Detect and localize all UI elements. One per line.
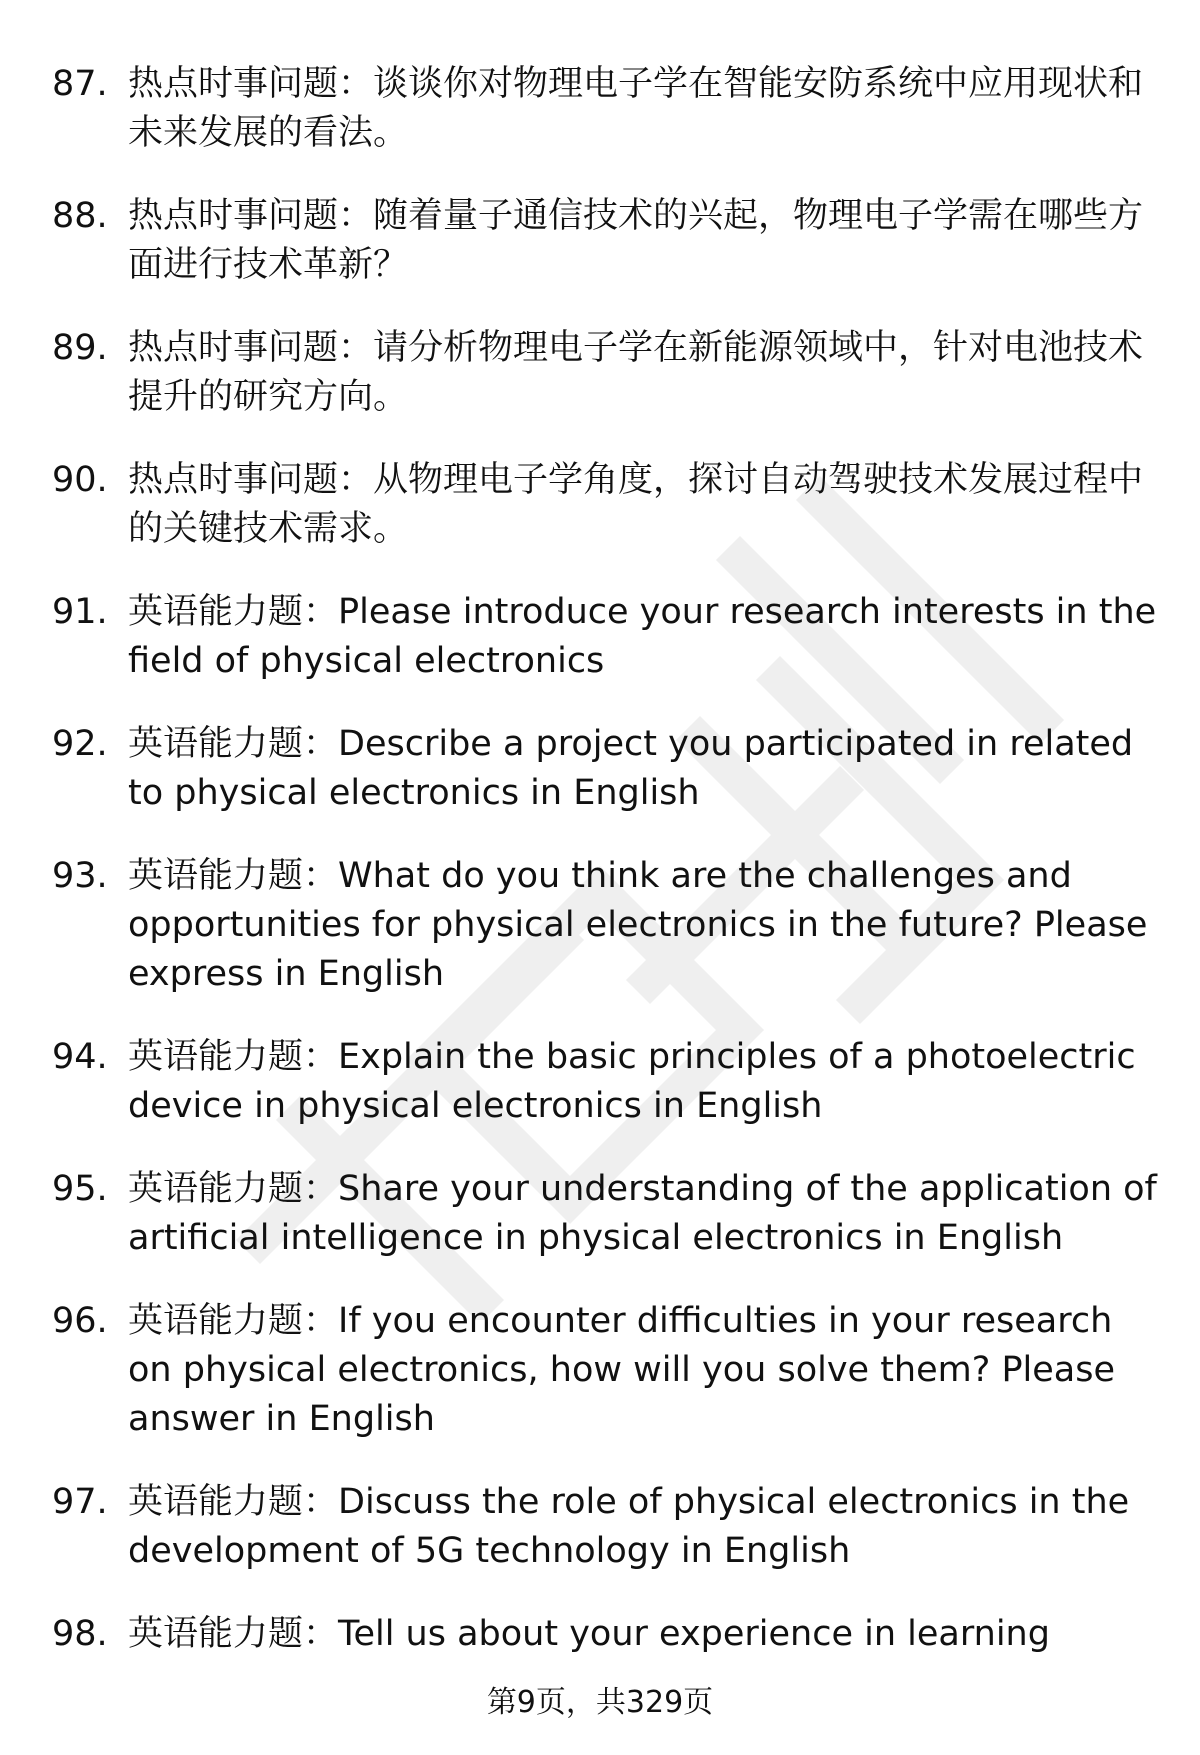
question-body	[128, 1297, 1162, 1444]
list-item	[52, 60, 1162, 158]
list-item	[52, 324, 1162, 422]
question-text: What do you think are the challenges and opportunities for physical electronics in the future? Please express in English	[128, 856, 1148, 994]
question-body	[128, 852, 1162, 999]
list-item	[52, 852, 1162, 999]
question-number: 92.	[52, 724, 108, 764]
question-text: 请分析物理电子学在新能源领域中，针对电池技术提升的研究方向。	[128, 328, 1144, 417]
question-body	[128, 1165, 1162, 1263]
question-category: 热点时事问题：	[128, 64, 374, 104]
list-item	[52, 192, 1162, 290]
question-body	[128, 60, 1162, 158]
question-category: 英语能力题：	[128, 1301, 339, 1341]
list-item	[52, 588, 1162, 686]
question-text: If you encounter difficulties in your research on physical electronics, how will you solve them? Please answer in English	[128, 1301, 1116, 1439]
question-category: 英语能力题：	[128, 1037, 339, 1077]
question-text: Explain the basic principles of a photoelectric device in physical electronics in English	[128, 1037, 1136, 1126]
question-number: 90.	[52, 460, 108, 500]
question-text: Discuss the role of physical electronics in the development of 5G technology in English	[128, 1482, 1130, 1571]
question-text: Tell us about your experience in learning	[338, 1614, 1050, 1654]
question-body	[128, 720, 1162, 818]
question-text: Please introduce your research interests in the field of physical electronics	[128, 592, 1157, 681]
question-category: 英语能力题：	[128, 724, 339, 764]
question-text: Share your understanding of the application of artificial intelligence in physical electronics in English	[128, 1169, 1157, 1258]
list-item	[52, 720, 1162, 818]
question-number: 97.	[52, 1482, 108, 1522]
question-body	[128, 1033, 1162, 1131]
page-number-footer: 第9页，共329页	[486, 1685, 714, 1720]
question-category: 热点时事问题：	[128, 196, 374, 236]
question-body	[128, 456, 1162, 554]
question-number: 88.	[52, 196, 108, 236]
question-category: 英语能力题：	[128, 856, 339, 896]
question-number: 89.	[52, 328, 108, 368]
question-number: 91.	[52, 592, 108, 632]
question-category: 英语能力题：	[128, 1169, 339, 1209]
question-body	[128, 1478, 1162, 1576]
question-number: 96.	[52, 1301, 108, 1341]
question-body	[128, 192, 1162, 290]
question-text: 谈谈你对物理电子学在智能安防系统中应用现状和未来发展的看法。	[128, 64, 1144, 153]
question-category: 热点时事问题：	[128, 328, 374, 368]
question-number: 87.	[52, 64, 108, 104]
question-number: 93.	[52, 856, 108, 896]
question-list	[52, 60, 1162, 1693]
question-category: 英语能力题：	[128, 592, 339, 632]
list-item	[52, 1297, 1162, 1444]
question-body	[128, 1610, 1162, 1659]
question-category: 英语能力题：	[128, 1614, 339, 1654]
question-number: 95.	[52, 1169, 108, 1209]
question-text: 从物理电子学角度，探讨自动驾驶技术发展过程中的关键技术需求。	[128, 460, 1144, 549]
question-number: 94.	[52, 1037, 108, 1077]
list-item	[52, 1165, 1162, 1263]
question-category: 热点时事问题：	[128, 460, 374, 500]
question-category: 英语能力题：	[128, 1482, 339, 1522]
list-item	[52, 1478, 1162, 1576]
list-item	[52, 1033, 1162, 1131]
question-number: 98.	[52, 1614, 108, 1654]
question-body	[128, 588, 1162, 686]
question-text: Describe a project you participated in related to physical electronics in English	[128, 724, 1134, 813]
list-item	[52, 456, 1162, 554]
question-body	[128, 324, 1162, 422]
question-text: 随着量子通信技术的兴起，物理电子学需在哪些方面进行技术革新？	[128, 196, 1144, 285]
list-item	[52, 1610, 1162, 1659]
